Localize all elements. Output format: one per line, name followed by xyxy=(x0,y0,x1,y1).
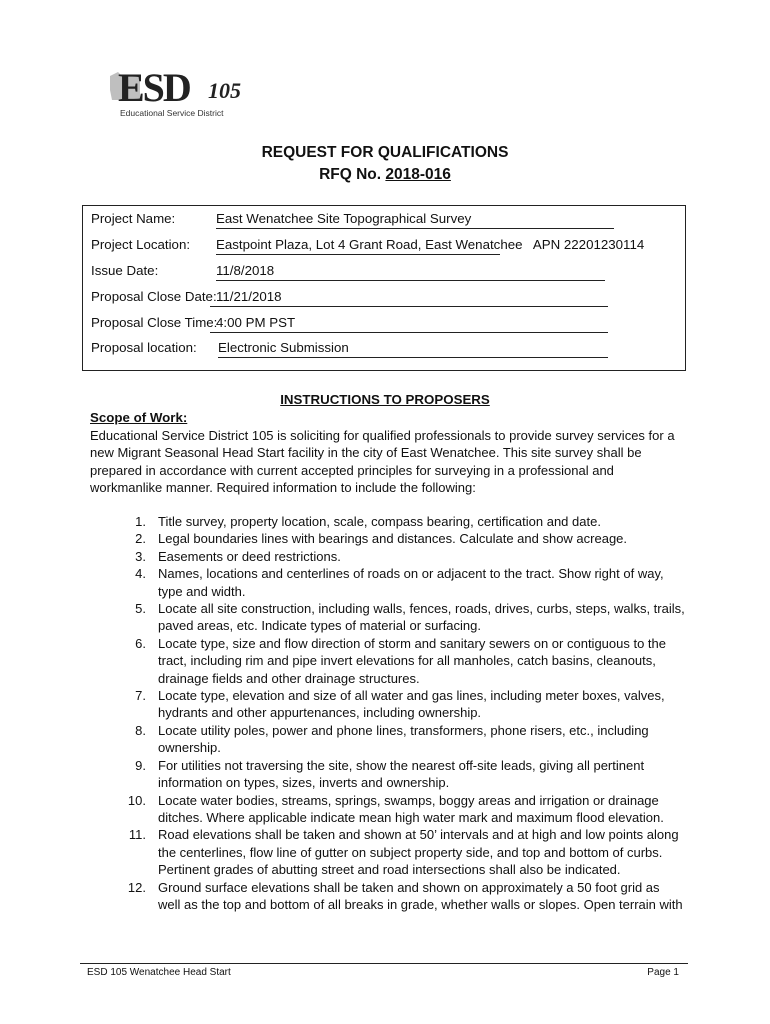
requirements-list xyxy=(90,513,685,913)
item-number: 11. xyxy=(128,827,146,843)
esd-logo xyxy=(118,65,260,122)
item-number: 6. xyxy=(135,635,146,651)
underline xyxy=(218,357,608,358)
underline xyxy=(216,280,605,281)
item-number: 8. xyxy=(135,722,146,738)
list-item xyxy=(90,548,685,565)
logo-subtitle: Educational Service District xyxy=(120,108,224,118)
proposal-close-date-value: 11/21/2018 xyxy=(216,289,282,304)
item-text: Legal boundaries lines with bearings and distances. Calculate and show acreage. xyxy=(158,531,628,547)
proposal-close-time-row xyxy=(91,315,296,330)
logo-wordmark: ESD xyxy=(118,65,190,110)
rfq-number-prefix: RFQ No. xyxy=(319,166,386,183)
item-number: 9. xyxy=(135,757,146,773)
proposal-close-date-label: Proposal Close Date: xyxy=(91,289,217,304)
project-location-label: Project Location: xyxy=(91,237,191,252)
item-text: Locate water bodies, streams, springs, swamps, boggy areas and irrigation or drainage ditches. Where applicable indicate mean high water mark and maximum flood elevation. xyxy=(158,792,664,825)
item-text: Locate utility poles, power and phone lines, transformers, phone risers, etc., including ownership. xyxy=(158,722,649,756)
item-text: Locate type, size and flow direction of storm and sanitary sewers on or contiguous to the tract, including rim and pipe invert elevations for all manholes, catch basins, cleanouts, drainage fields and other drainage structures. xyxy=(158,635,666,686)
footer-divider xyxy=(80,963,688,964)
list-item xyxy=(90,826,685,878)
underline xyxy=(216,254,500,255)
scope-of-work-heading: Scope of Work: xyxy=(90,410,188,425)
item-number: 10. xyxy=(127,792,146,808)
list-item xyxy=(90,565,685,600)
project-name-label: Project Name: xyxy=(91,211,176,226)
item-text: Title survey, property location, scale, compass bearing, certification and date. xyxy=(158,514,601,529)
list-item xyxy=(90,757,685,792)
issue-date-label: Issue Date: xyxy=(91,263,159,278)
scope-paragraph: Educational Service District 105 is soliciting for qualified professionals to provide survey services for a new Migrant Seasonal Head Start facility in the city of East Wenatchee. This site survey shall be prepared in accordance with current accepted principles for surveying in a professional and workmanlike manner. Required information to include the following: xyxy=(90,428,675,496)
item-text: Ground surface elevations shall be taken and shown on approximately a 50 foot grid as well as the top and bottom of all breaks in grade, whether walls or slopes. Open terrain with xyxy=(158,879,683,912)
proposal-close-date-row xyxy=(91,289,282,304)
item-text: Names, locations and centerlines of roads on or adjacent to the tract. Show right of way, type and width. xyxy=(158,566,664,599)
item-number: 1. xyxy=(135,514,146,529)
underline xyxy=(216,228,614,229)
item-number: 7. xyxy=(135,688,146,704)
item-text: Locate all site construction, including walls, fences, roads, drives, curbs, steps, walks, trails, paved areas, etc. Indicate types of material or surfacing. xyxy=(158,601,685,634)
project-info-box xyxy=(82,205,686,371)
proposal-location-row xyxy=(91,340,349,355)
proposal-close-time-value: 4:00 PM PST xyxy=(216,315,296,330)
item-text: Locate type, elevation and size of all water and gas lines, including meter boxes, valves, hydrants and other appurtenances, including ownership. xyxy=(158,688,665,721)
logo-number: 105 xyxy=(208,78,241,103)
item-number: 5. xyxy=(135,601,146,617)
list-item xyxy=(90,513,685,530)
item-text: For utilities not traversing the site, show the nearest off-site leads, giving all pertinent information on types, sizes, inverts and ownership. xyxy=(158,757,645,791)
underline xyxy=(210,306,608,307)
project-location-value: Eastpoint Plaza, Lot 4 Grant Road, East Wenatchee APN 22201230114 xyxy=(216,237,645,252)
project-name-value: East Wenatchee Site Topographical Survey xyxy=(216,211,472,226)
proposal-location-label: Proposal location: xyxy=(91,340,197,355)
item-number: 12. xyxy=(127,879,146,895)
list-item xyxy=(90,879,685,914)
item-number: 4. xyxy=(135,566,146,582)
rfq-number-value: 2018-016 xyxy=(385,166,451,183)
item-text: Road elevations shall be taken and shown at 50’ intervals and at high and low points along the centerlines, flow line of gutter on subject property side, and top and bottom of curbs. Pertinent grades of abutting street and road intersections shall also be indicated. xyxy=(158,827,679,878)
item-number: 2. xyxy=(135,531,146,547)
issue-date-row xyxy=(91,263,275,278)
footer-document-name: ESD 105 Wenatchee Head Start xyxy=(87,967,231,978)
project-location-row xyxy=(91,237,645,252)
instructions-heading: INSTRUCTIONS TO PROPOSERS xyxy=(280,392,490,407)
document-title: REQUEST FOR QUALIFICATIONS xyxy=(261,144,509,161)
item-text: Easements or deed restrictions. xyxy=(158,548,341,564)
proposal-location-value: Electronic Submission xyxy=(218,340,349,355)
list-item xyxy=(90,722,685,757)
list-item xyxy=(90,530,685,547)
item-number: 3. xyxy=(135,548,146,564)
list-item xyxy=(90,600,685,635)
proposal-close-time-label: Proposal Close Time: xyxy=(91,315,218,330)
list-item xyxy=(90,792,685,827)
underline xyxy=(210,332,608,333)
footer-page-number: Page 1 xyxy=(647,967,679,978)
project-name-row xyxy=(91,211,472,226)
issue-date-value: 11/8/2018 xyxy=(216,263,275,278)
rfq-number xyxy=(0,166,770,184)
list-item xyxy=(90,635,685,687)
list-item xyxy=(90,687,685,722)
